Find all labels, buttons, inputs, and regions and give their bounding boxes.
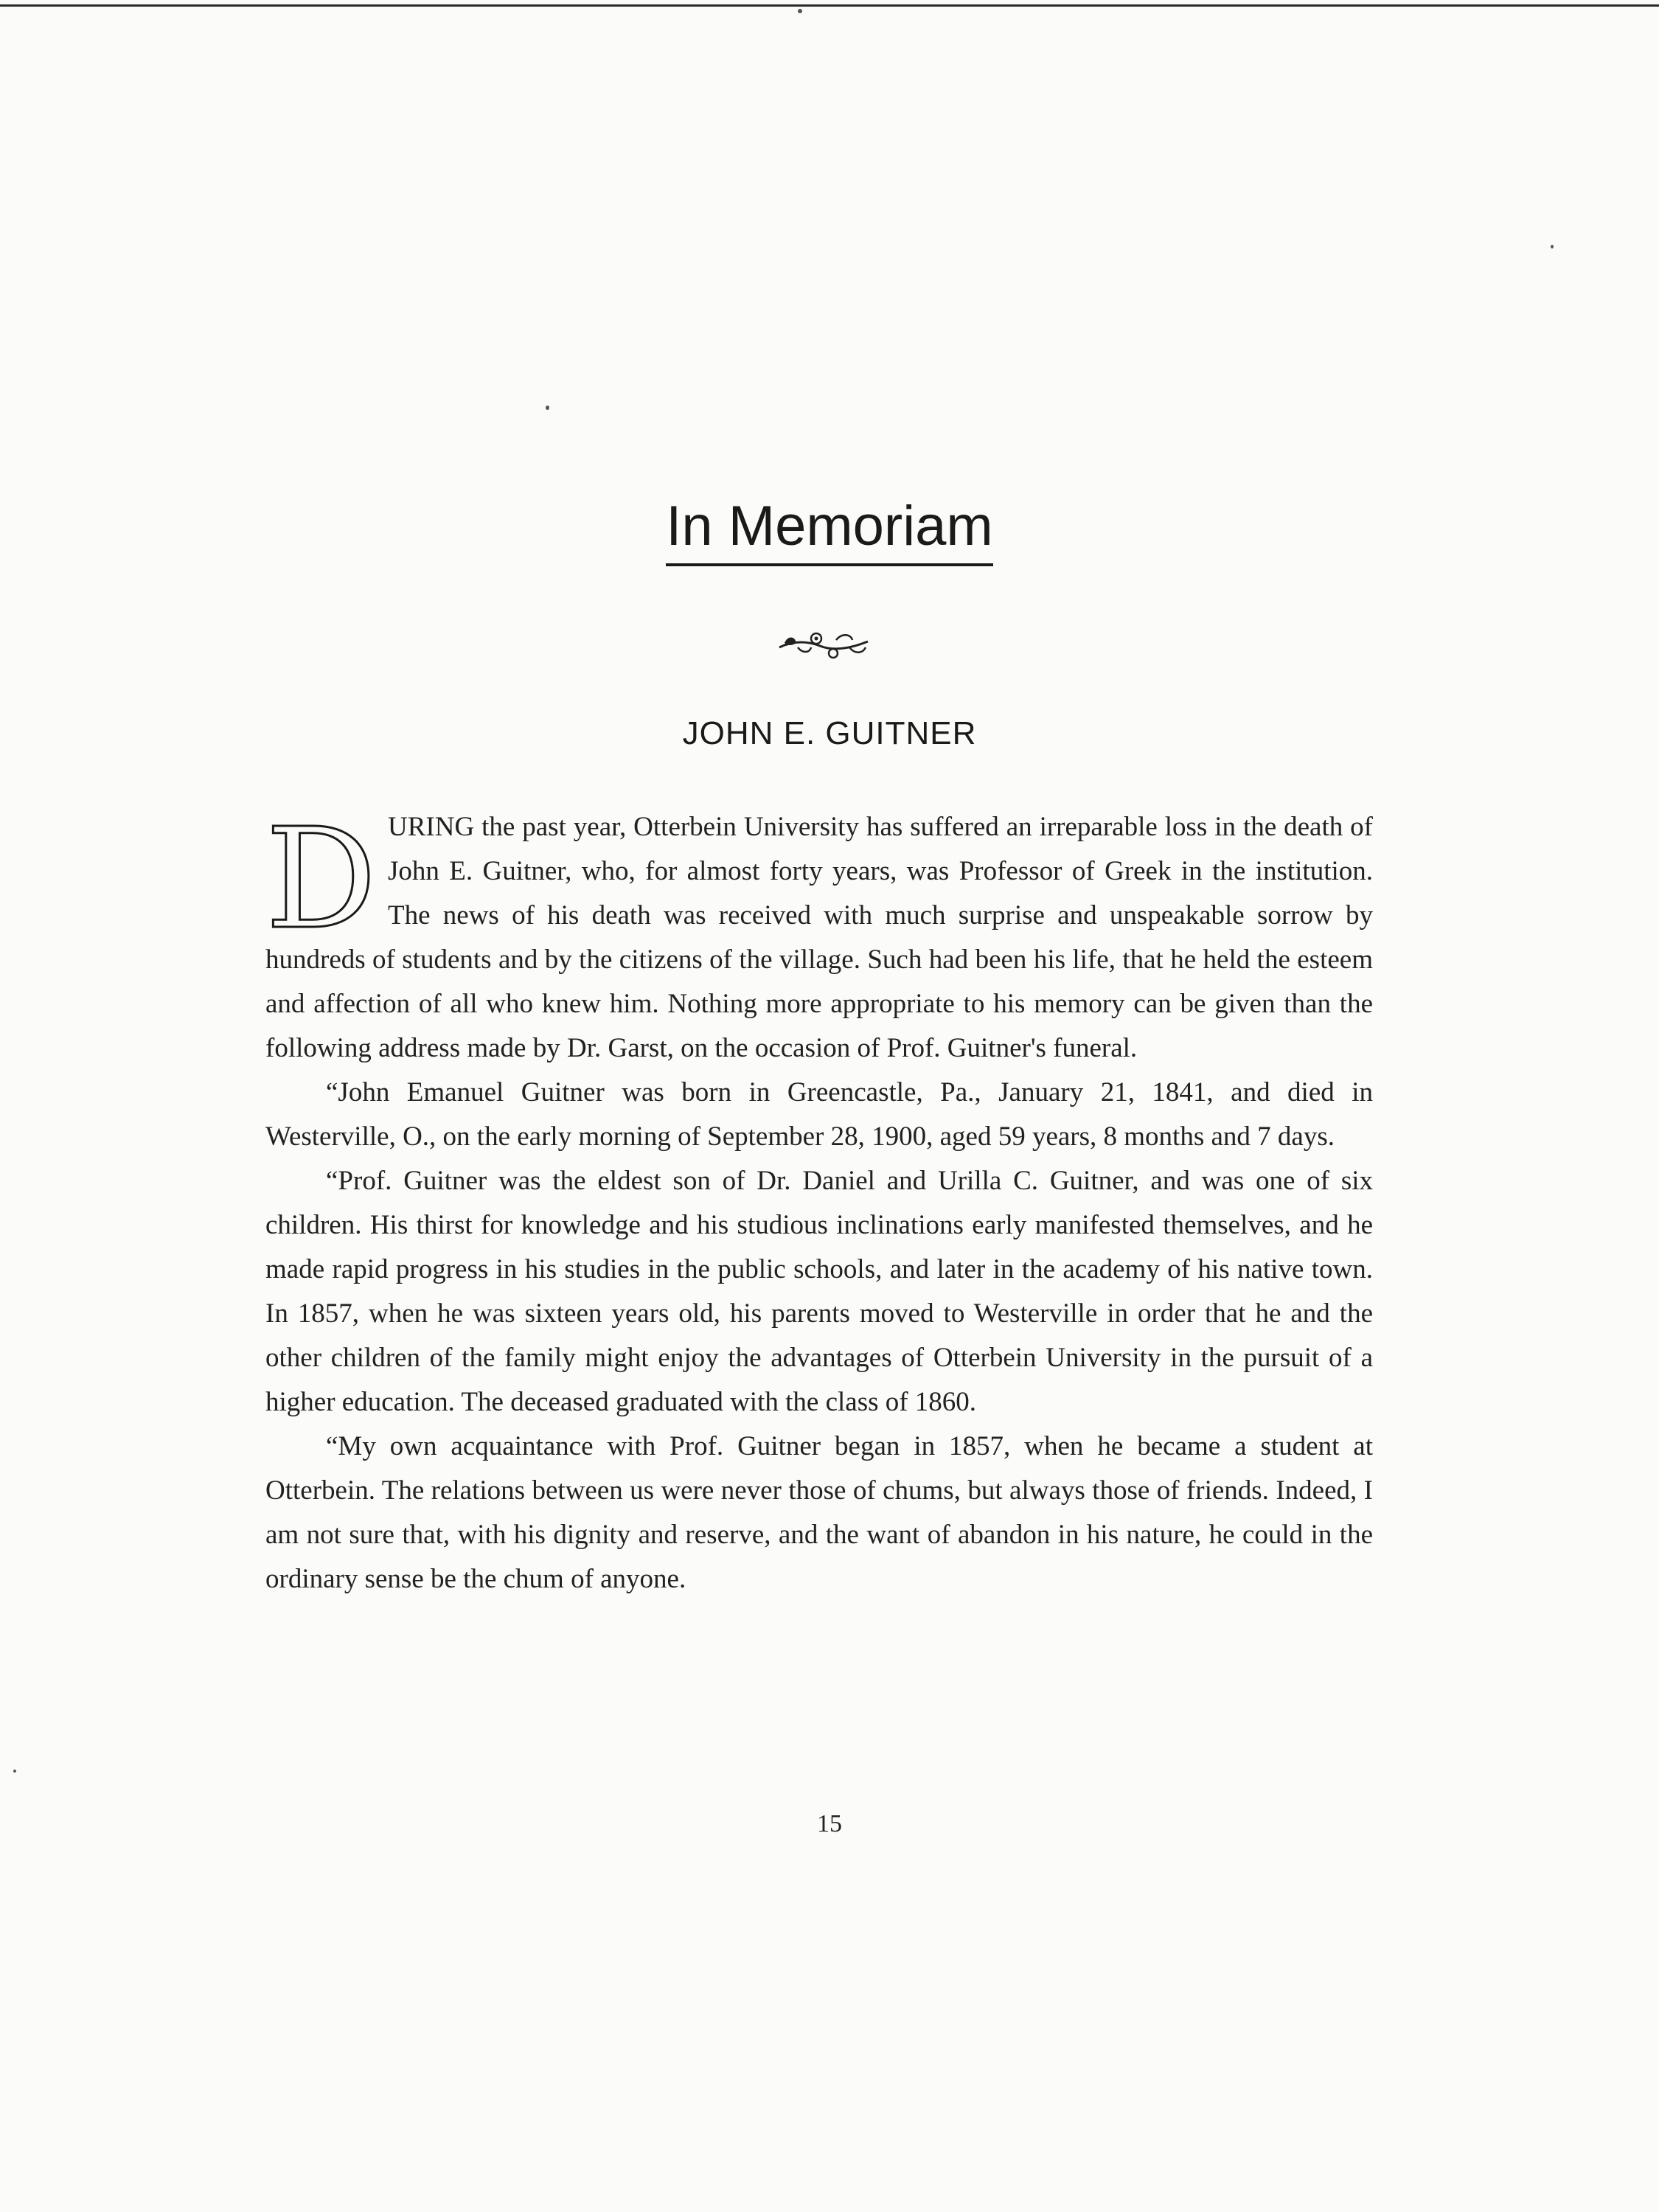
paragraph-text: URING the past year, Otterbein University has suffered an irreparable loss in the death of John E. Guitner, who, for almost forty years, was Professor of Greek in the institution. The news of his death was received with much surprise and unspeakable sorrow by hundreds of students and by the citizens of the village. Such had been his life, that he held the esteem and affection of all who knew him. Nothing more appropriate to his memory can be given than the following address made by Dr. Garst, on the occasion of Prof. Guitner's funeral. bbox=[265, 812, 1373, 1063]
paragraph-3: “Prof. Guitner was the eldest son of Dr. Daniel and Urilla C. Guitner, and was one of six children. His thirst for knowledge and his studious inclinations early manifested themselves, and he made rapid progress in his studies in the public schools, and later in the academy of his native town. In 1857, when he was sixteen years old, his parents moved to Westerville in order that he and the other children of the family might enjoy the advantages of Otterbein University in the pursuit of a higher education. The deceased graduated with the class of 1860. bbox=[265, 1166, 1373, 1417]
paragraph-4: “My own acquaintance with Prof. Guitner began in 1857, when he became a student at Otterbein. The relations between us were never those of chums, but always those of friends. Indeed, I am not sure that, with his dignity and reserve, and the want of abandon in his nature, he could in the ordinary sense be the chum of anyone. bbox=[265, 1431, 1373, 1594]
paragraph-2: “John Emanuel Guitner was born in Greencastle, Pa., January 21, 1841, and died in Westerville, O., on the early morning of September 28, 1900, aged 59 years, 8 months and 7 days. bbox=[265, 1077, 1373, 1152]
page-title: In Memoriam bbox=[666, 495, 992, 566]
svg-text:D: D bbox=[265, 805, 377, 936]
scan-speck bbox=[1551, 245, 1554, 248]
scan-speck bbox=[798, 9, 802, 13]
drop-cap-letter bbox=[264, 805, 378, 936]
memorial-subject-name: JOHN E. GUITNER bbox=[682, 715, 977, 751]
article-body bbox=[265, 805, 1373, 1601]
scan-speck bbox=[546, 406, 549, 410]
page-number: 15 bbox=[817, 1810, 842, 1837]
paragraph-1 bbox=[265, 805, 1373, 1071]
title-block bbox=[0, 495, 1659, 566]
top-border-rule bbox=[0, 4, 1659, 7]
floral-ornament-icon bbox=[776, 625, 872, 662]
scan-speck bbox=[13, 1770, 16, 1773]
